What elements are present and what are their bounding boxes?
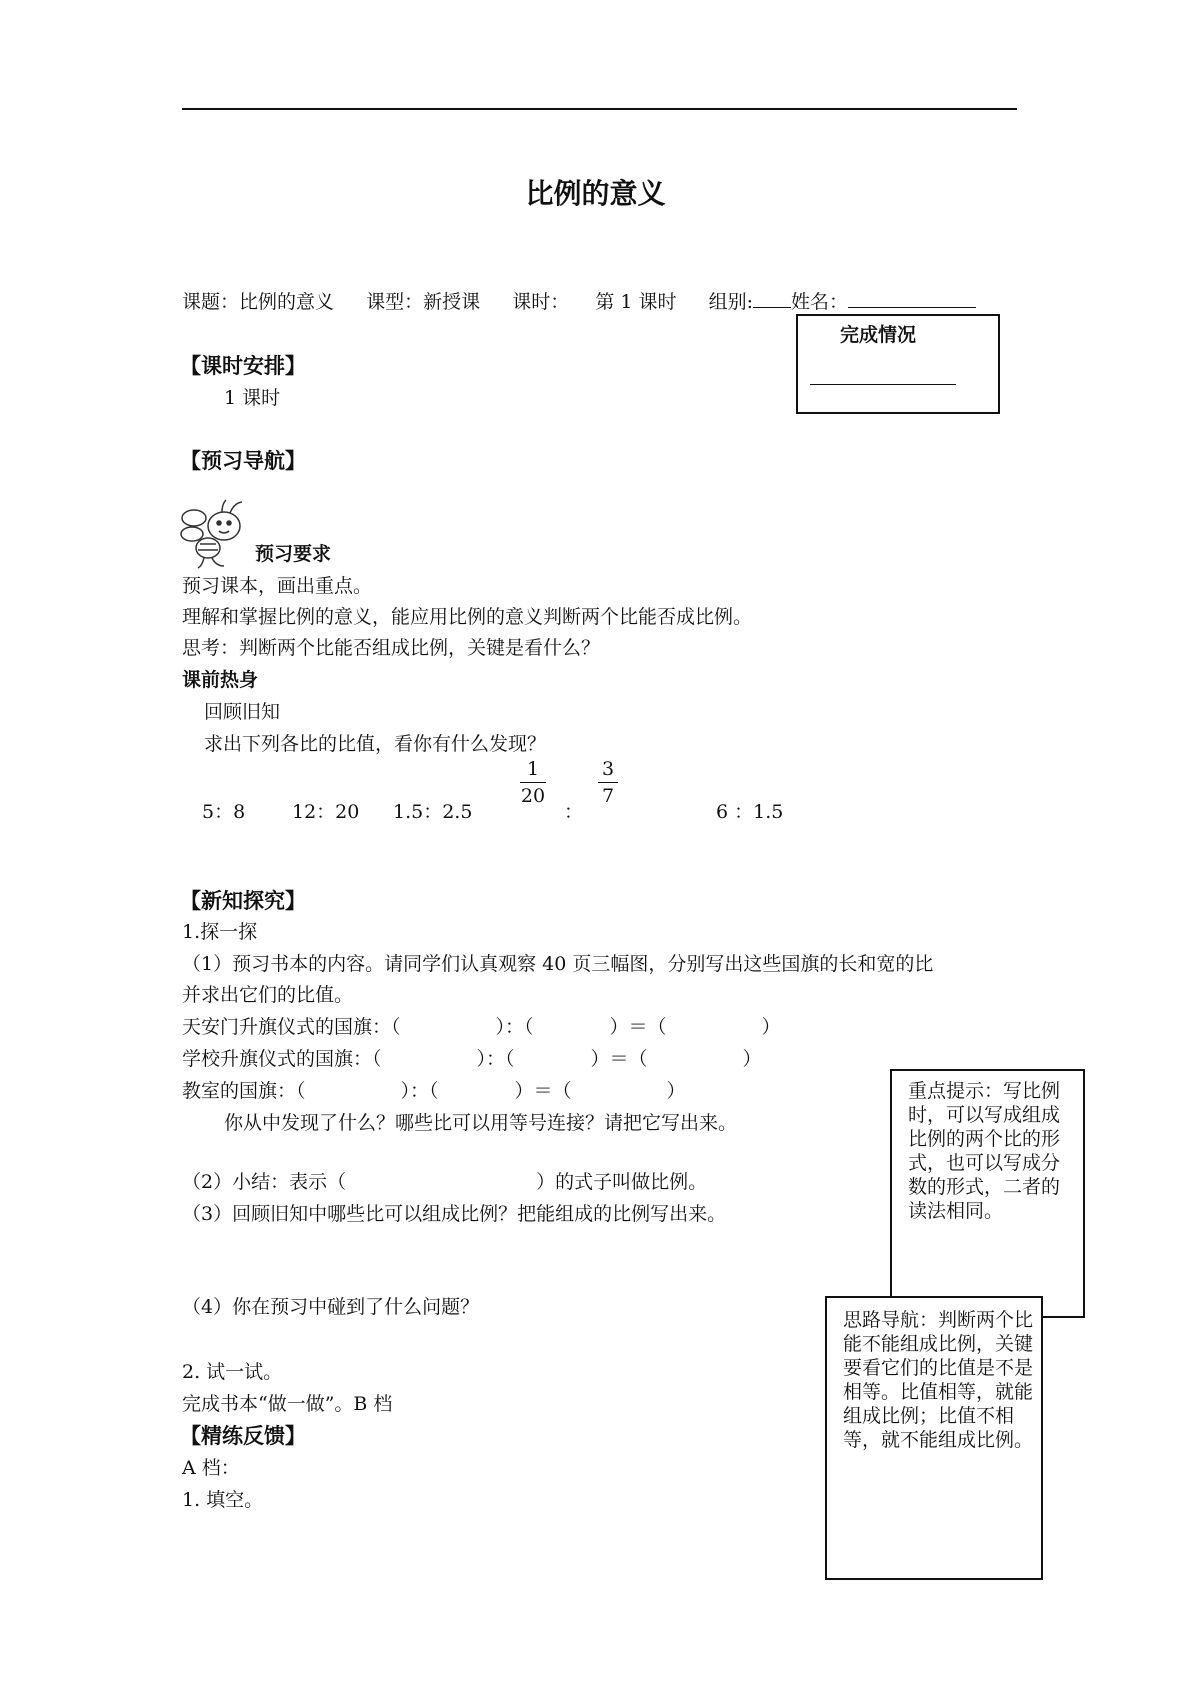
warmup-heading: 课前热身 — [182, 669, 259, 691]
name-blank[interactable] — [848, 289, 976, 308]
group-blank[interactable] — [753, 289, 791, 308]
practice-item1: 1. 填空。 — [182, 1489, 264, 1511]
completion-label: 完成情况 — [840, 324, 917, 346]
info-topic: 课题：比例的意义 — [182, 291, 335, 313]
info-line — [182, 287, 976, 314]
flag-school: 学校升旗仪式的国旗：（ ）：（ ）＝（ ） — [182, 1048, 762, 1070]
tip-box-text: 重点提示：写比例时，可以写成组成比例的两个比的形式，也可以写成分数的形式，二者的读法相同。 — [908, 1080, 1061, 1222]
schedule-content: 1 课时 — [224, 387, 281, 409]
page-title: 比例的意义 — [525, 177, 666, 210]
info-period-value: 第 1 课时 — [595, 291, 677, 313]
explore-q3: （3）回顾旧知中哪些比可以组成比例？把能组成的比例写出来。 — [182, 1203, 727, 1225]
tip-box — [890, 1069, 1085, 1318]
ratio-1: 5：8 — [202, 801, 246, 823]
preview-req-item-2: 理解和掌握比例的意义，能应用比例的意义判断两个比能否成比例。 — [182, 606, 753, 628]
explore-sub1: 1.探一探 — [182, 921, 258, 943]
fraction-2-num: 3 — [601, 758, 615, 780]
info-group: 组别: — [708, 291, 753, 313]
fraction-1-den: 20 — [520, 785, 546, 807]
guide-box-text: 思路导航：判断两个比能不能组成比例，关键要看它们的比值是不是相等。比值相等，就能组成比例；比值不相等，就不能组成比例。 — [843, 1309, 1034, 1451]
fraction-2-den: 7 — [601, 785, 615, 807]
fraction-1-20 — [520, 758, 546, 807]
explore-q1-line2: 并求出它们的比值。 — [182, 984, 354, 1006]
guide-box — [825, 1296, 1043, 1580]
ratio-2: 12：20 — [292, 801, 360, 823]
flag-classroom: 教室的国旗：（ ）：（ ）＝（ ） — [182, 1080, 686, 1102]
explore-heading: 【新知探究】 — [180, 889, 306, 913]
warmup-line2: 求出下列各比的比值，看你有什么发现？ — [204, 733, 547, 755]
explore-q4: （4）你在预习中碰到了什么问题？ — [182, 1296, 480, 1318]
explore-q2: （2）小结：表示（ ）的式子叫做比例。 — [182, 1171, 708, 1193]
info-name: 姓名： — [791, 291, 849, 313]
fraction-3-7 — [598, 758, 618, 807]
ratio-3: 1.5：2.5 — [393, 801, 473, 823]
explore-try: 完成书本“做一做”。B 档 — [182, 1393, 393, 1415]
flag-tiananmen: 天安门升旗仪式的国旗：（ ）：（ ）＝（ ） — [182, 1016, 781, 1038]
practice-heading: 【精练反馈】 — [180, 1424, 306, 1448]
info-period-label: 课时： — [512, 291, 570, 313]
preview-req-item-1: 预习课本，画出重点。 — [182, 575, 373, 597]
info-type: 课型：新授课 — [366, 291, 481, 313]
explore-discover: 你从中发现了什么？哪些比可以用等号连接？请把它写出来。 — [224, 1112, 738, 1134]
preview-req-heading: 预习要求 — [255, 543, 332, 565]
completion-box — [796, 314, 1000, 414]
bee-icon — [178, 498, 258, 570]
practice-level: A 档： — [182, 1457, 240, 1479]
preview-nav-heading: 【预习导航】 — [180, 449, 306, 473]
preview-req-item-3: 思考：判断两个比能否组成比例，关键是看什么？ — [182, 637, 601, 659]
header-rule — [182, 108, 1017, 110]
schedule-heading: 【课时安排】 — [180, 354, 306, 378]
explore-q1-line1: （1）预习书本的内容。请同学们认真观察 40 页三幅图，分别写出这些国旗的长和宽的比 — [182, 953, 934, 975]
explore-sub2: 2. 试一试。 — [182, 1361, 283, 1383]
completion-blank[interactable] — [810, 384, 956, 385]
ratio-4: 6 ：1.5 — [716, 801, 784, 823]
warmup-line1: 回顾旧知 — [204, 701, 281, 723]
fraction-colon: ： — [564, 801, 584, 823]
fraction-1-num: 1 — [526, 758, 540, 780]
